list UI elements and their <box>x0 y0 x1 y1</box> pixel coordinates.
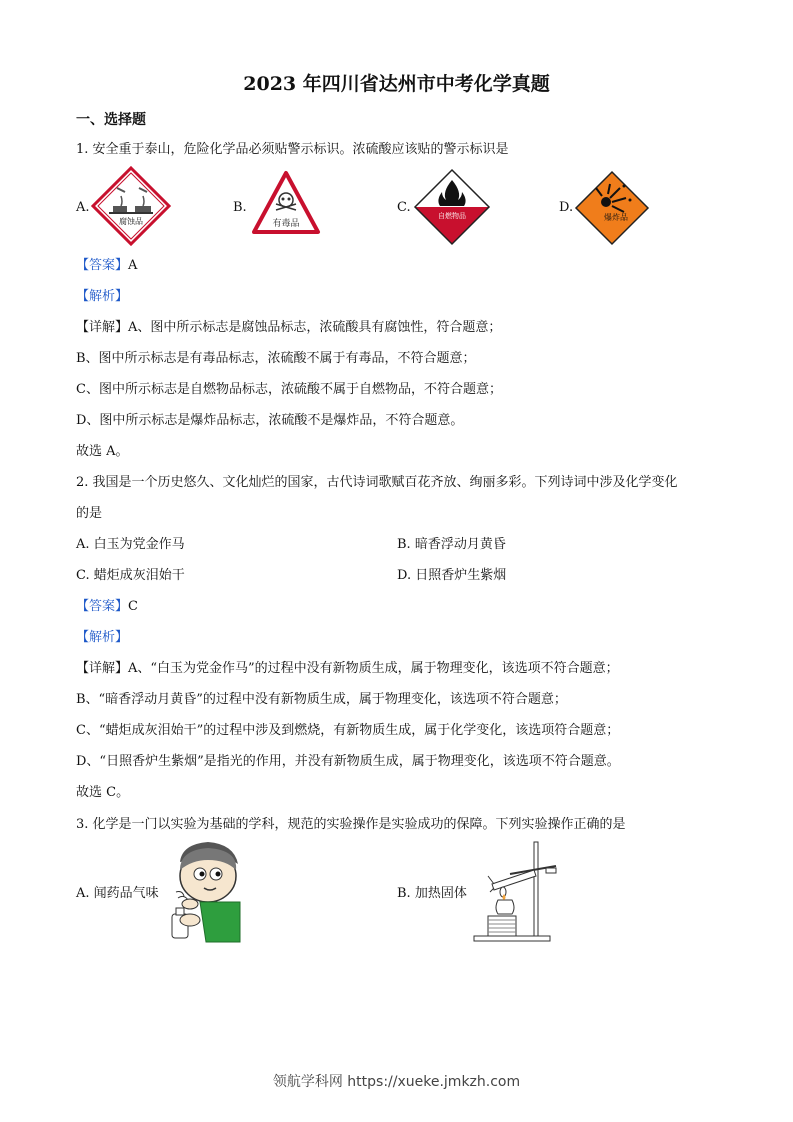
toxic-sign-text: 有毒品 <box>272 219 300 229</box>
q1-answer <box>76 258 137 274</box>
q2-conclusion: 故选 C。 <box>76 785 130 800</box>
q1-stem: 1. 安全重于泰山，危险化学品必须贴警示标识。浓硫酸应该贴的警示标识是 <box>76 142 509 157</box>
q1-detail-a: 【详解】A、图中所示标志是腐蚀品标志，浓硫酸具有腐蚀性，符合题意； <box>76 320 502 335</box>
answer-label: 【答案】 <box>76 599 129 614</box>
q2-option-c: C. 蜡炬成灰泪始干 <box>76 568 185 583</box>
section-heading: 一、选择题 <box>76 112 146 128</box>
footer-watermark: 领航学科网 https://xueke.jmkzh.com <box>272 1074 521 1090</box>
answer-value: C <box>128 599 138 614</box>
q2-detail-c: C、“蜡炬成灰泪始干”的过程中涉及到燃烧，有新物质生成，属于化学变化，该选项符合题意； <box>76 723 620 738</box>
q1-analysis-label: 【解析】 <box>76 289 129 304</box>
q2-stem-line1: 2. 我国是一个历史悠久、文化灿烂的国家，古代诗词歌赋百花齐放、绚丽多彩。下列诗词中涉及化学变化 <box>76 475 678 490</box>
q2-answer <box>76 599 138 615</box>
q2-detail-a: 【详解】A、“白玉为党金作马”的过程中没有新物质生成，属于物理变化，该选项不符合题意； <box>76 661 619 676</box>
q3-option-a: A. 闻药品气味 <box>76 886 159 901</box>
q3-stem: 3. 化学是一门以实验为基础的学科，规范的实验操作是实验成功的保障。下列实验操作正确的是 <box>76 817 626 832</box>
q2-detail-d: D、“日照香炉生紫烟”是指光的作用，并没有新物质生成，属于物理变化，该选项不符合题意。 <box>76 754 620 769</box>
q2-analysis-label: 【解析】 <box>76 630 129 645</box>
q1-option-a-letter: A. <box>76 200 90 215</box>
toxic-sign-icon <box>251 170 321 236</box>
spontaneous-combustion-sign-icon <box>413 168 491 246</box>
explosive-sign-text: 爆炸品 <box>604 213 628 222</box>
page-title: 2023 年四川省达州市中考化学真题 <box>243 73 550 95</box>
q1-option-c-letter: C. <box>397 200 411 215</box>
q1-detail-c: C、图中所示标志是自燃物品标志，浓硫酸不属于自燃物品，不符合题意； <box>76 382 502 397</box>
corrosive-sign-text: 腐蚀品 <box>119 217 143 226</box>
spontaneous-combustion-sign-text: 自燃物品 <box>438 212 466 220</box>
q3-option-b: B. 加热固体 <box>397 886 467 901</box>
q2-option-d: D. 日照香炉生紫烟 <box>397 568 507 583</box>
smelling-chemical-illustration-icon <box>164 840 244 945</box>
q1-option-d-letter: D. <box>559 200 574 215</box>
q2-detail-b: B、“暗香浮动月黄昏”的过程中没有新物质生成，属于物理变化，该选项不符合题意； <box>76 692 567 707</box>
q1-detail-d: D、图中所示标志是爆炸品标志，浓硫酸不是爆炸品，不符合题意。 <box>76 413 464 428</box>
q1-detail-b: B、图中所示标志是有毒品标志，浓硫酸不属于有毒品，不符合题意； <box>76 351 476 366</box>
q2-stem-line2: 的是 <box>76 506 103 521</box>
corrosive-sign-icon <box>91 166 171 246</box>
q2-option-b: B. 暗香浮动月黄昏 <box>397 537 506 552</box>
q1-conclusion: 故选 A。 <box>76 444 129 459</box>
answer-value: A <box>128 258 138 273</box>
explosive-sign-icon <box>574 170 650 246</box>
heating-solid-apparatus-icon <box>470 838 570 944</box>
q2-option-a: A. 白玉为党金作马 <box>76 537 185 552</box>
q1-option-b-letter: B. <box>233 200 247 215</box>
answer-label: 【答案】 <box>76 258 129 273</box>
